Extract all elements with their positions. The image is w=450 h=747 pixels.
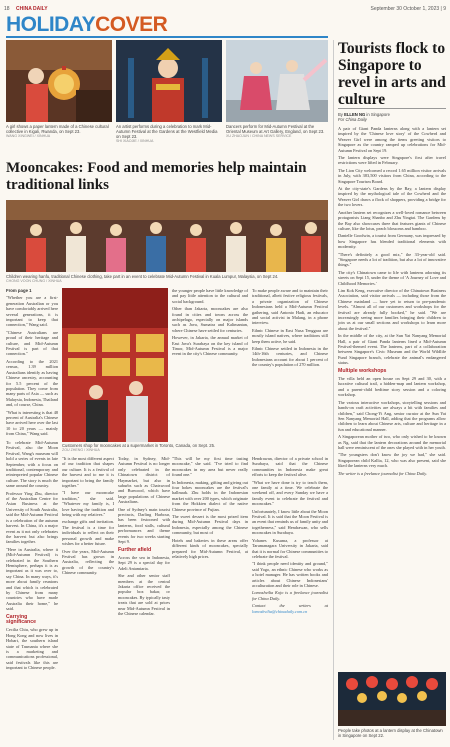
paragraph: "It is the most different aspect of our tradition that shapes our culture. It is a festival of the harvest and to me it is important to bring the family together." [62, 456, 114, 489]
sidebar-divider [333, 40, 334, 740]
article-column-1-continued [6, 440, 58, 673]
paragraph: "Here in Australia, where it (Mid-Autumn Festival) is celebrated in the Southern Hemisphere, perhaps it is as important as it was over to, say China. In many ways, it's more about family reunions and that which is celebrated by Chinese from many countries who have made Australia their home," he said. [6, 546, 58, 612]
article-column-1 [6, 288, 58, 439]
paragraph: Hendrawan, director of a private school in Surabaya, said that the Chinese communities in Indonesia make great efforts to keep the festival alive. [252, 456, 328, 478]
paragraph: The Lion City welcomed a record 1.65 million visitor arrivals in July, with 383,500 visitors from China, according to the Singapore Tourism Board. [338, 167, 446, 184]
caption-text: Customers shop for mooncakes at a supermarket in Toronto, Canada, on Sept. 25. [62, 443, 216, 448]
sidebar-body [338, 126, 446, 478]
article-column-6 [252, 456, 328, 616]
photo-hanfu-children [6, 200, 328, 272]
byline-paper: For China Daily [338, 117, 367, 122]
byline-author: ELLEN NG [344, 112, 366, 117]
paragraph: One of Sydney's main tourist precincts, Darling Harbour, has been festooned with lanterns, food stalls, cultural performances and theme events for two weeks starting Sept 9. [118, 506, 170, 545]
photo-performer-caption [116, 124, 222, 144]
article-column-3b [172, 456, 248, 561]
subhead-multiple-workshops: Multiple workshops [338, 367, 387, 374]
paragraph: The villa held an open house on Sept 29 and 30, with a lucrative cultural trail, a hidden-map and lantern workshop, and a parent-child bedtime story session and a coloring workshop. [338, 376, 446, 398]
paragraph: "What we have done is try to teach them, one family at a time. We celebrate the weekend off, and every Sunday we have a family event to celebrate the festival and mooncakes." [252, 479, 328, 507]
contact-email[interactable]: lomoshvilia@chinadaily.com.cn [252, 608, 308, 614]
photo-performer [116, 40, 222, 122]
paragraph: the younger people have little knowledge of and pay little attention to the cultural and social background. [172, 288, 248, 304]
paragraph: Other than Jakarta, mooncakes are also found in cities and towns across the archipelago, especially on major islands such as Java, Sumatra and Kalimantan, where Chinese have settled for centuries. [172, 306, 248, 333]
paragraph: "Whether you are a first-generation Australian or you have comfortably arrived here several generations, it is important to keep that connection," Wang said. [6, 295, 58, 328]
paragraph: A Singaporean mother of two, who only wished to be known as Ng, said that the lantern decorations around the memorial hall were reminiscent of the ones she played with in her youth. [338, 434, 446, 450]
main-headline: Mooncakes: Food and memories help maintain traditional links [6, 160, 307, 193]
photo-credit: ZOU ZHENG / XINHUA [62, 448, 100, 452]
section-title [6, 14, 167, 36]
paragraph: Danielle Goodwin, a tourist from Germany, was impressed by how Singapore has blended traditional elements with modernity. [338, 233, 446, 250]
paper-name: CHINA DAILY [16, 6, 48, 12]
paragraph: Across the sea in Indonesia, Sept 29 is a special day for Adeli Antamiarta. [118, 554, 170, 571]
paragraph: Lim Kok Keng, executive director of the Chinatown Business Association, said visitor arrivals — including those from the Chinese mainland — have yet to return to pre-pandemic levels. "Almost all of our customers and workshops for the festival are already fully booked," he said. "We are increasingly seeing more families bringing their children to join us at our small sections and workshops to learn more about the festival." [338, 287, 446, 331]
caption-text: A girl shows a paper lantern made of a Chinese cultural collective in Kigali, Rwanda, on Sept 23. [6, 124, 109, 134]
paragraph: She and other senior staff members at the central Jakarta office received the popular box bakar, or mooncakes. By typically tasty treats that are sold at prices near Mid-Autumn Festival in the Chinese calendar. [118, 573, 170, 616]
byline-prefix: By [338, 112, 343, 117]
paragraph: To celebrate Mid-Autumn Festival, also the Moon Festival, Wang's museum will hold a series of events in late September, with a focus on traditional, contemporary and reinterpreted popular Chinese culture. The story is much the same around the country. [6, 440, 58, 489]
caption-text: Dancers perform for Mid-Autumn Festival at the Oriental Museum at Art Gallery, England, on Sept 23. [226, 124, 325, 134]
sidebar-byline [338, 112, 446, 122]
paragraph: "The youngsters don't know the joy we had," she said. Singaporean child Kallia, 12, who was also present, said she liked the lanterns very much. [338, 452, 446, 469]
article-column-3 [118, 456, 170, 618]
paragraph: Ethnic Chinese settled in Indonesia in the 14th-16th centuries, and Chinese Indonesians account for about 1 percent of the country's population of 270 million. [252, 346, 328, 368]
photo-lantern-girl [6, 40, 112, 122]
photo-singapore-lanterns-caption [338, 728, 446, 738]
paragraph: "What is interesting is that 48 percent of Australia's Chinese have arrived here over the last 10 to 20 years — mainly from China," Wang said. [6, 409, 58, 437]
paragraph: Today, in Sydney, Mid-Autumn Festival is no longer only celebrated in the Chinatown district of Haymarket, but also in suburbs such as Chatswood and Burwood, which have large populations of Chinese Australians. [118, 456, 170, 505]
paragraph: "I think people need identity and ground," said Yogo, an ethnic Chinese who works as a hotel manager. He has written books and articles about Chinese Indonesians' acculturation and their role in Chinese. [252, 561, 328, 588]
photo-dancers [226, 40, 328, 122]
photo-credit: SHI XIAOJIE / XINHUA [116, 139, 154, 143]
paragraph: Ethnic Chinese in East Nusa Tenggara are mostly island natives, where traditions still keep them active, he said. [252, 327, 328, 344]
paragraph: Yohanes Kusuma, a professor at Tarumanagara University in Jakarta, said that it is normal for Chinese communities to celebrate the festival. [252, 537, 328, 559]
article-column-5 [252, 288, 328, 370]
article-column-4 [172, 288, 248, 359]
section-rule [6, 36, 328, 38]
contact-label: Contact the writers at [252, 603, 328, 609]
article-jump-from: From page 1 [6, 288, 32, 293]
paragraph: At the city-state's Gardens by the Bay, a lantern display inspired by the mythological tale of the Cowherd and the Weaver Girl draws a flock of shoppers, providing a bridge for the two lovers. [338, 186, 446, 208]
byline-location: in Singapore [366, 112, 390, 117]
page-number: 18 [4, 6, 10, 12]
photo-hanfu-children-caption [6, 274, 328, 284]
paragraph: Another lantern set recognizes a well-loved romance between protagonists Liang Shanbo and Zhu Yingtai. The Gardens by the Bay also showcases three that features giants of Chinese culture, like the lotus, peach blossoms and bamboo. [338, 209, 446, 231]
sidebar-headline: Tourists flock to Singapore to revel in arts and culture [338, 40, 446, 108]
photo-credit: CHONG VOON CHUNG / XINHUA [6, 279, 62, 283]
photo-dancers-caption [226, 124, 328, 139]
article-column-2 [62, 456, 114, 578]
photo-mooncake-shoppers [62, 288, 168, 442]
caption-text: An artist performs during a celebration to mark Mid-Autumn Festival at the Gardens at the Westfield Media on Sept 23. [116, 124, 218, 139]
photo-credit: XU ZHAOJUN / CHINA NEWS SERVICE [226, 134, 292, 138]
paragraph: "There's definitely a good mix," the 33-year-old said. "Singapore needs a lot of tradition, but also a lot of innovative things." [338, 251, 446, 268]
paragraph: In the middle of the city, at the Sun Yat Nanyang Memorial Hall, a pair of Giant Panda lanterns lined a Mid-Autumn Festival-themed event. The lanterns, part of a collaboration between Singapore's Civic Museum and the World Wildlife Fund Singapore branch, celebrate the animal's endangered status. [338, 333, 446, 366]
photo-lantern-girl-caption [6, 124, 112, 139]
caption-text: People take photos at a lantern display at the Chinatown in Singapore on Sept 22. [338, 728, 443, 738]
photo-singapore-lanterns [338, 672, 446, 726]
sidebar-rule [338, 108, 446, 109]
writer-note: The writer is a freelance journalist for China Daily. [338, 470, 428, 476]
paragraph: In Indonesia, making, gifting and giving out four hokes mooncakes are the festival's hallmark. Zhu holds in the Indonesian market with over 200 types, which originate from the Hokkien dialect of the native Chinese province of Fujian. [172, 479, 249, 512]
paragraph: However, in Jakarta, the annual market of East Java's Surabaya on the key island of Timor, Mid-Autumn Festival is a major event in the city's Chinese community. [172, 335, 248, 357]
issue-date: September 30 October 1, 2023 | 9 [370, 6, 446, 12]
paragraph: exchange gifts and invitation. The festival is a time for individuals to reflect on their personal growth and make wishes for a better future. [62, 519, 114, 547]
paragraph: The various interactive workshops, storytelling sessions and hands-on craft activities are always a hit with families and children," said Chong-Yi Ang, senior curator at the Sun Yat Sen Nanyang Memorial Hall, adding that the programs allow children to learn about Chinese arts, culture and heritage in a fun and educational manner. [338, 399, 446, 432]
paragraph: "I have our mooncake tradition," she said. "Whatever my family is, I love having the tradition and being with my relatives." [62, 490, 114, 518]
paragraph: Cecilia Chiu, who grew up in Hong Kong and now lives in Hobart, the southern island state of Tasmania where she is a marketing and communications professional, said festivals like this are important to Chinese people. [6, 627, 58, 671]
paragraph: The lantern displays were Singapore's first after travel restrictions were lifted in February. [338, 155, 446, 166]
subhead-carrying-significance: Carrying significance [6, 613, 36, 625]
paragraph: Unfortunately, I know little about the Moon Festival. It is said that the Moon Festival is an event that reminds us of family unity and togetherness," said Hendrawan, who sells mooncakes in Surabaya. [252, 508, 328, 536]
section-title-holiday: HOLIDAY [6, 13, 96, 36]
paragraph: A pair of Giant Panda lanterns along with a lantern set inspired by the 'Chinese love story' of the Cowherd and Weaver Girl were among the items greeting visitors to Singapore as the country ramped up celebrations for Mid-Autumn Festival on Sept 19. [338, 126, 446, 153]
paragraph: The city's Chinatown came to life with lanterns adorning its streets on Sept 15, under the theme of 'A Journey of Love and Childhood Memories.' [338, 269, 446, 286]
paragraph: To make people aware and to maintain their traditional, albeit festive religious festivals, a private organization of Chinese Indonesians held a Mid-Autumn Festival gathering, said Antonio Hadi, an educator and social activist in Malang, in a phone interview. [252, 288, 328, 326]
section-title-cover: COVER [95, 13, 168, 36]
paragraph: Over the years, Mid-Autumn Festival has grown in Australia, reflecting the growth of the country's Chinese community. [62, 548, 114, 576]
paragraph: Hotels and bakeries in these areas offer different kinds of mooncakes, specially prepared for Mid-Autumn Festival, at relatively high prices. [172, 537, 248, 559]
paragraph: The sweet dessert is the most prized item during Mid-Autumn Festival days in Indonesia, especially among the Chinese community, but most of [172, 514, 248, 536]
caption-text: Children wearing hanfu, traditional Chinese clothing, take part in an event to celebrate Mid-Autumn Festival in Kuala Lumpur, Malaysia, on Sept 24. [6, 274, 279, 279]
photo-mooncake-shoppers-caption [62, 443, 248, 453]
paragraph: "This will be my first time tasting mooncake," she said. "I've tried to find mooncakes in my area but never really found one." [172, 456, 248, 478]
paragraph: "Chinese Australians are proud of their heritage and culture, and Mid-Autumn Festival is part of that connection." [6, 329, 58, 357]
writer-note: Lomoshvilia Kojo is a freelance journalist for China Daily. [252, 590, 328, 601]
subhead-further-afield: Further afield [118, 546, 152, 553]
paragraph: Professor Ying Zhu, director of the Australian Centre for Asian Business at the University of South Australia, said the Mid-Autumn Festival is a celebration of the autumn harvest. In China, it's a major event as it not only celebrates the harvest but also brings families together. [6, 490, 58, 545]
paragraph: According to the 2021 census, 1.39 million Australians identify as having Chinese ancestry, accounting for 5.5 percent of the population. They come from many parts of Asia — such as Malaysia, Indonesia, Thailand and, of course, China. [6, 358, 58, 408]
photo-credit: WANG XINGWEI / XINHUA [6, 134, 51, 138]
